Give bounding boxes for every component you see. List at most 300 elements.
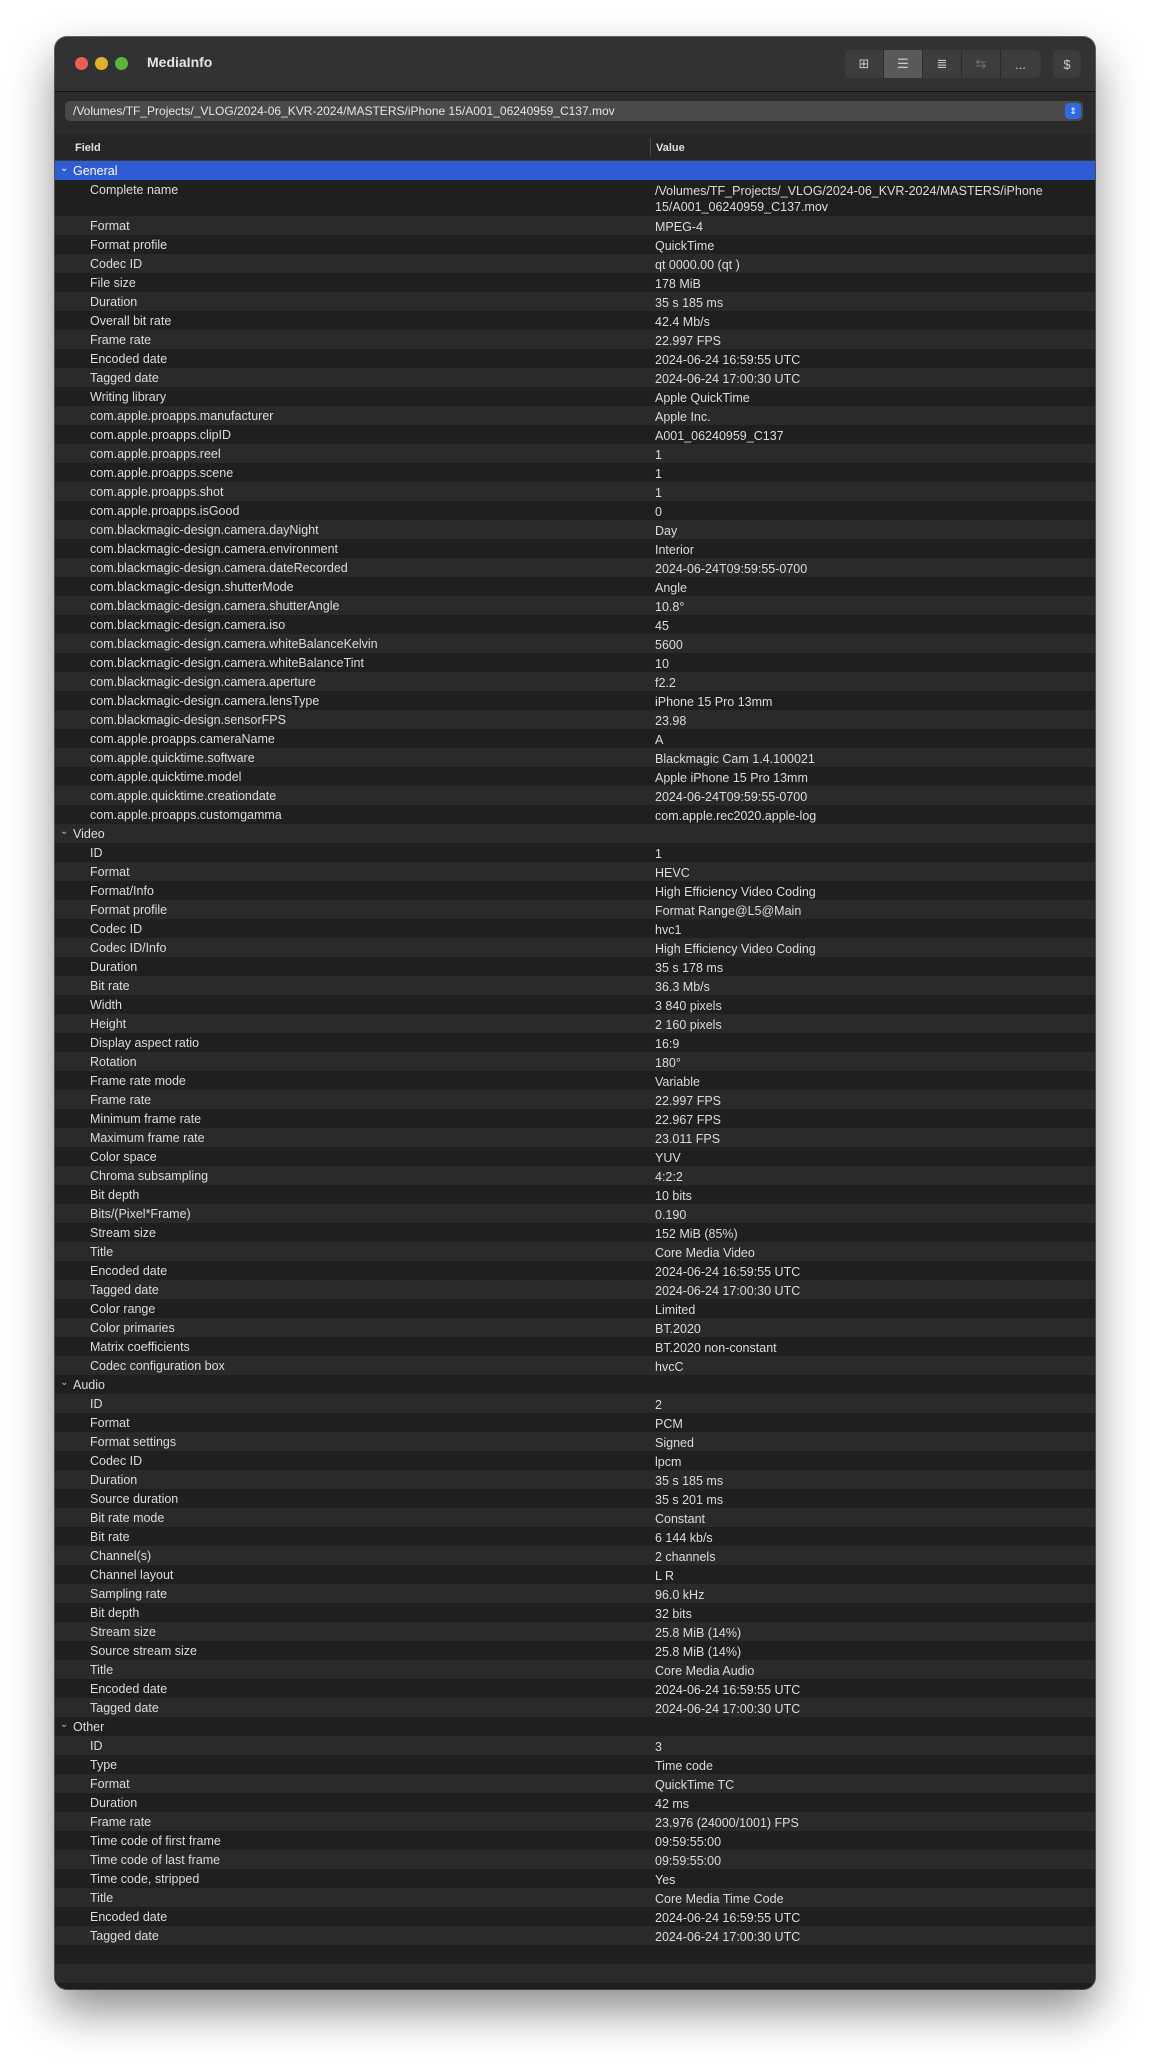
table-row[interactable] — [55, 653, 1095, 672]
list-view-button[interactable] — [923, 50, 962, 78]
table-row[interactable] — [55, 1204, 1095, 1223]
field-label: Rotation — [90, 1055, 137, 1069]
field-label: Duration — [90, 1473, 138, 1487]
field-value: 10.8° — [655, 600, 685, 614]
table-row[interactable] — [55, 976, 1095, 995]
field-value: 10 — [655, 657, 669, 671]
field-label: Frame rate mode — [90, 1074, 186, 1088]
field-label: com.apple.proapps.manufacturer — [90, 409, 274, 423]
field-value: 152 MiB (85%) — [655, 1227, 738, 1241]
field-label: ID — [90, 1397, 103, 1411]
file-path-value: /Volumes/TF_Projects/_VLOG/2024-06_KVR-2024/MASTERS/iPhone 15/A001_06240959_C137.mov — [73, 104, 615, 118]
table-row[interactable] — [55, 957, 1095, 976]
field-value: PCM — [655, 1417, 683, 1431]
field-label: Format — [90, 865, 130, 879]
field-value: 178 MiB — [655, 277, 701, 291]
field-label: Encoded date — [90, 1910, 168, 1924]
field-label: Format settings — [90, 1435, 177, 1449]
grid-view-icon: ⊞ — [858, 56, 870, 71]
field-label: com.apple.quicktime.software — [90, 751, 255, 765]
field-label: com.blackmagic-design.camera.whiteBalanceTint — [90, 656, 364, 670]
table-row[interactable] — [55, 387, 1095, 406]
field-value: 1 — [655, 467, 662, 481]
field-value: 23.011 FPS — [655, 1132, 721, 1146]
field-value: 22.997 FPS — [655, 1094, 722, 1108]
field-value: 36.3 Mb/s — [655, 980, 710, 994]
table-row[interactable] — [55, 1698, 1095, 1717]
table-row[interactable] — [55, 672, 1095, 691]
field-value: Constant — [655, 1512, 706, 1526]
window-title: MediaInfo — [147, 54, 213, 70]
field-value: 09:59:55:00 — [655, 1854, 722, 1868]
table-row[interactable] — [55, 292, 1095, 311]
field-label: com.apple.proapps.clipID — [90, 428, 232, 442]
field-value: 4:2:2 — [655, 1170, 683, 1184]
table-row[interactable] — [55, 216, 1095, 235]
field-value: lpcm — [655, 1455, 682, 1469]
table-row[interactable] — [55, 1147, 1095, 1166]
field-label: com.apple.proapps.isGood — [90, 504, 240, 518]
field-label: Sampling rate — [90, 1587, 168, 1601]
table-row[interactable] — [55, 634, 1095, 653]
table-row[interactable] — [55, 1470, 1095, 1489]
table-row[interactable] — [55, 691, 1095, 710]
field-label: Channel(s) — [90, 1549, 152, 1563]
field-value: 16:9 — [655, 1037, 680, 1051]
field-label: Duration — [90, 1796, 138, 1810]
field-label: Bits/(Pixel*Frame) — [90, 1207, 191, 1221]
table-row[interactable] — [55, 1755, 1095, 1774]
field-value: HEVC — [655, 866, 690, 880]
field-value: 2024-06-24 17:00:30 UTC — [655, 372, 801, 386]
title-bar — [55, 37, 1095, 92]
table-row[interactable] — [55, 748, 1095, 767]
table-row[interactable] — [55, 1736, 1095, 1755]
table-row[interactable] — [55, 1318, 1095, 1337]
field-label: com.apple.quicktime.creationdate — [90, 789, 277, 803]
field-value: 2024-06-24T09:59:55-0700 — [655, 790, 808, 804]
field-label: com.blackmagic-design.camera.shutterAngle — [90, 599, 340, 613]
dollar-icon: $ — [1063, 56, 1071, 72]
table-row[interactable] — [55, 1622, 1095, 1641]
tree-view-icon: ☰ — [897, 56, 909, 71]
field-value: 35 s 185 ms — [655, 296, 724, 310]
select-stepper-icon[interactable]: ⇕ — [1065, 103, 1081, 119]
field-label: com.apple.proapps.shot — [90, 485, 224, 499]
empty-row — [55, 1964, 1095, 1983]
subscription-button[interactable] — [1053, 50, 1081, 78]
view-mode-segmented-control — [845, 50, 1041, 78]
field-value: 3 840 pixels — [655, 999, 722, 1013]
field-value: 2 — [655, 1398, 662, 1412]
field-value: 23.976 (24000/1001) FPS — [655, 1816, 799, 1830]
field-value: 35 s 185 ms — [655, 1474, 724, 1488]
field-value: Interior — [655, 543, 694, 557]
field-value: Time code — [655, 1759, 713, 1773]
field-label: com.blackmagic-design.camera.aperture — [90, 675, 316, 689]
table-row[interactable] — [55, 425, 1095, 444]
table-row[interactable] — [55, 1185, 1095, 1204]
section-name: Audio — [73, 1378, 105, 1392]
field-label: com.blackmagic-design.shutterMode — [90, 580, 294, 594]
table-row[interactable] — [55, 273, 1095, 292]
field-value: QuickTime TC — [655, 1778, 735, 1792]
field-value: 10 bits — [655, 1189, 692, 1203]
field-label: Overall bit rate — [90, 314, 172, 328]
field-value: Blackmagic Cam 1.4.100021 — [655, 752, 815, 766]
field-value: 5600 — [655, 638, 683, 652]
field-value: 3 — [655, 1740, 662, 1754]
field-value: 0.190 — [655, 1208, 687, 1222]
table-row[interactable] — [55, 881, 1095, 900]
field-label: Height — [90, 1017, 127, 1031]
field-label: Bit rate mode — [90, 1511, 165, 1525]
field-label: Format profile — [90, 903, 168, 917]
field-label: Codec ID — [90, 257, 143, 271]
table-row[interactable] — [55, 1793, 1095, 1812]
compare-icon: ⇆ — [975, 56, 987, 71]
table-row[interactable] — [55, 368, 1095, 387]
table-row[interactable] — [55, 520, 1095, 539]
file-path-select[interactable] — [65, 101, 1083, 121]
table-row[interactable] — [55, 1394, 1095, 1413]
field-value: Core Media Time Code — [655, 1892, 784, 1906]
table-row[interactable] — [55, 1413, 1095, 1432]
field-value: 45 — [655, 619, 669, 633]
field-label: Codec ID — [90, 1454, 143, 1468]
table-row[interactable] — [55, 349, 1095, 368]
field-value: 25.8 MiB (14%) — [655, 1645, 742, 1659]
field-value: 1 — [655, 448, 662, 462]
field-label: com.blackmagic-design.camera.iso — [90, 618, 286, 632]
table-row[interactable] — [55, 1356, 1095, 1375]
field-label: Maximum frame rate — [90, 1131, 205, 1145]
info-tree-table — [55, 161, 1095, 1983]
section-row-other[interactable] — [55, 1717, 1095, 1736]
field-label: Frame rate — [90, 1093, 152, 1107]
minimize-window-button[interactable] — [95, 57, 108, 70]
field-value: 32 bits — [655, 1607, 692, 1621]
column-header-field[interactable]: Field — [75, 142, 101, 154]
field-label: Minimum frame rate — [90, 1112, 202, 1126]
table-row[interactable] — [55, 843, 1095, 862]
field-label: com.blackmagic-design.sensorFPS — [90, 713, 286, 727]
field-value: Apple iPhone 15 Pro 13mm — [655, 771, 808, 785]
field-label: Codec ID/Info — [90, 941, 167, 955]
field-value: 6 144 kb/s — [655, 1531, 713, 1545]
field-label: Duration — [90, 960, 138, 974]
field-value: MPEG-4 — [655, 220, 703, 234]
table-row[interactable] — [55, 463, 1095, 482]
field-label: com.blackmagic-design.camera.lensType — [90, 694, 320, 708]
field-value: 22.967 FPS — [655, 1113, 722, 1127]
field-value: 180° — [655, 1056, 681, 1070]
table-row[interactable] — [55, 1869, 1095, 1888]
field-value: 1 — [655, 847, 662, 861]
field-label: Color range — [90, 1302, 156, 1316]
table-row[interactable] — [55, 1489, 1095, 1508]
table-row[interactable] — [55, 1584, 1095, 1603]
field-value: Yes — [655, 1873, 676, 1887]
field-label: Time code of first frame — [90, 1834, 221, 1848]
field-value: Apple Inc. — [655, 410, 711, 424]
field-label: Bit depth — [90, 1188, 140, 1202]
zoom-window-button[interactable] — [115, 57, 128, 70]
table-row[interactable] — [55, 501, 1095, 520]
table-row[interactable] — [55, 1109, 1095, 1128]
field-label: Source stream size — [90, 1644, 197, 1658]
field-value: Core Media Audio — [655, 1664, 755, 1678]
field-label: Bit depth — [90, 1606, 140, 1620]
table-row[interactable] — [55, 1071, 1095, 1090]
table-row[interactable] — [55, 919, 1095, 938]
field-value: 2 160 pixels — [655, 1018, 722, 1032]
field-value: 35 s 201 ms — [655, 1493, 724, 1507]
table-row[interactable] — [55, 1014, 1095, 1033]
field-label: Format profile — [90, 238, 168, 252]
field-value: 22.997 FPS — [655, 334, 722, 348]
section-name: Video — [73, 827, 105, 841]
table-row[interactable] — [55, 596, 1095, 615]
field-value: BT.2020 non-constant — [655, 1341, 777, 1355]
table-row[interactable] — [55, 1774, 1095, 1793]
field-value: f2.2 — [655, 676, 676, 690]
section-name: General — [73, 164, 118, 178]
field-label: Codec configuration box — [90, 1359, 225, 1373]
table-row[interactable] — [55, 862, 1095, 881]
field-value: 35 s 178 ms — [655, 961, 724, 975]
table-row[interactable] — [55, 577, 1095, 596]
table-row[interactable] — [55, 1831, 1095, 1850]
section-row-general[interactable] — [55, 161, 1095, 180]
field-value: hvcC — [655, 1360, 684, 1374]
field-label: Width — [90, 998, 122, 1012]
field-label: com.blackmagic-design.camera.whiteBalanceKelvin — [90, 637, 378, 651]
field-label: Stream size — [90, 1625, 156, 1639]
table-row[interactable] — [55, 1261, 1095, 1280]
disclosure-chevron-icon[interactable]: ⌄ — [60, 163, 69, 174]
table-row[interactable] — [55, 995, 1095, 1014]
field-label: Tagged date — [90, 1701, 159, 1715]
field-label: Complete name — [90, 183, 179, 197]
field-value: 2 channels — [655, 1550, 716, 1564]
column-divider[interactable] — [650, 138, 651, 156]
field-value: /Volumes/TF_Projects/_VLOG/2024-06_KVR-2024/MASTERS/iPhone 15/A001_06240959_C137.mov — [655, 184, 1043, 214]
field-label: Format — [90, 1777, 130, 1791]
table-row[interactable] — [55, 1166, 1095, 1185]
section-row-video[interactable] — [55, 824, 1095, 843]
field-label: Stream size — [90, 1226, 156, 1240]
table-row[interactable] — [55, 1299, 1095, 1318]
field-label: Frame rate — [90, 333, 152, 347]
field-label: ID — [90, 1739, 103, 1753]
field-value: 2024-06-24 17:00:30 UTC — [655, 1702, 801, 1716]
field-value: Format Range@L5@Main — [655, 904, 802, 918]
table-row[interactable] — [55, 254, 1095, 273]
table-row[interactable] — [55, 1508, 1095, 1527]
field-value: Apple QuickTime — [655, 391, 750, 405]
table-row[interactable] — [55, 330, 1095, 349]
field-value: BT.2020 — [655, 1322, 701, 1336]
field-label: Format/Info — [90, 884, 154, 898]
table-row[interactable] — [55, 1223, 1095, 1242]
table-row[interactable] — [55, 1128, 1095, 1147]
field-value: 42 ms — [655, 1797, 690, 1811]
table-row[interactable] — [55, 539, 1095, 558]
table-row[interactable] — [55, 1888, 1095, 1907]
field-value: 2024-06-24 17:00:30 UTC — [655, 1930, 801, 1944]
field-label: Duration — [90, 295, 138, 309]
table-header — [55, 134, 1095, 161]
field-label: Encoded date — [90, 1682, 168, 1696]
table-row[interactable] — [55, 180, 1095, 216]
field-value: Signed — [655, 1436, 694, 1450]
field-value: Angle — [655, 581, 687, 595]
table-row[interactable] — [55, 1280, 1095, 1299]
field-label: Type — [90, 1758, 118, 1772]
field-label: com.blackmagic-design.camera.dayNight — [90, 523, 319, 537]
field-label: com.apple.proapps.reel — [90, 447, 221, 461]
empty-row — [55, 1945, 1095, 1964]
field-value: Variable — [655, 1075, 700, 1089]
field-label: Channel layout — [90, 1568, 174, 1582]
field-value: 1 — [655, 486, 662, 500]
field-label: Title — [90, 1663, 114, 1677]
table-row[interactable] — [55, 786, 1095, 805]
table-row[interactable] — [55, 1641, 1095, 1660]
table-row[interactable] — [55, 406, 1095, 425]
disclosure-chevron-icon[interactable]: ⌄ — [60, 1719, 69, 1730]
table-row[interactable] — [55, 1242, 1095, 1261]
table-row[interactable] — [55, 1090, 1095, 1109]
field-label: Matrix coefficients — [90, 1340, 190, 1354]
more-button[interactable] — [1001, 50, 1040, 78]
field-value: 2024-06-24 16:59:55 UTC — [655, 353, 801, 367]
section-row-audio[interactable] — [55, 1375, 1095, 1394]
table-row[interactable] — [55, 710, 1095, 729]
field-label: Bit rate — [90, 979, 130, 993]
field-value: 2024-06-24 16:59:55 UTC — [655, 1265, 801, 1279]
field-value: 0 — [655, 505, 662, 519]
field-label: Encoded date — [90, 352, 168, 366]
field-label: Tagged date — [90, 371, 159, 385]
field-value: 42.4 Mb/s — [655, 315, 710, 329]
field-value: A — [655, 733, 664, 747]
close-window-button[interactable] — [75, 57, 88, 70]
table-row[interactable] — [55, 482, 1095, 501]
table-row[interactable] — [55, 615, 1095, 634]
list-view-icon: ≣ — [936, 56, 948, 71]
table-row[interactable] — [55, 767, 1095, 786]
table-row[interactable] — [55, 1907, 1095, 1926]
table-row[interactable] — [55, 1660, 1095, 1679]
mediainfo-window — [55, 37, 1095, 1989]
table-row[interactable] — [55, 1926, 1095, 1945]
table-row[interactable] — [55, 235, 1095, 254]
tree-view-button[interactable] — [884, 50, 923, 78]
disclosure-chevron-icon[interactable]: ⌄ — [60, 826, 69, 837]
field-value: High Efficiency Video Coding — [655, 942, 816, 956]
more-icon: ... — [1015, 56, 1026, 72]
field-label: Writing library — [90, 390, 167, 404]
table-row[interactable] — [55, 805, 1095, 824]
field-label: Color primaries — [90, 1321, 175, 1335]
field-label: Time code, stripped — [90, 1872, 200, 1886]
table-row[interactable] — [55, 1679, 1095, 1698]
field-value: 25.8 MiB (14%) — [655, 1626, 742, 1640]
field-value: hvc1 — [655, 923, 682, 937]
field-value: Core Media Video — [655, 1246, 755, 1260]
field-value: 2024-06-24 16:59:55 UTC — [655, 1911, 801, 1925]
field-label: com.apple.proapps.customgamma — [90, 808, 282, 822]
table-row[interactable] — [55, 1850, 1095, 1869]
field-label: Chroma subsampling — [90, 1169, 209, 1183]
field-label: com.apple.proapps.scene — [90, 466, 234, 480]
table-row[interactable] — [55, 1565, 1095, 1584]
field-value: 2024-06-24T09:59:55-0700 — [655, 562, 808, 576]
field-label: Format — [90, 1416, 130, 1430]
section-name: Other — [73, 1720, 105, 1734]
table-row[interactable] — [55, 444, 1095, 463]
field-value: YUV — [655, 1151, 681, 1165]
field-value: 96.0 kHz — [655, 1588, 705, 1602]
field-label: Codec ID — [90, 922, 143, 936]
field-label: Time code of last frame — [90, 1853, 221, 1867]
compare-button[interactable] — [962, 50, 1001, 78]
field-label: Title — [90, 1245, 114, 1259]
table-row[interactable] — [55, 1527, 1095, 1546]
table-row[interactable] — [55, 558, 1095, 577]
field-value: A001_06240959_C137 — [655, 429, 784, 443]
field-label: com.blackmagic-design.camera.environment — [90, 542, 339, 556]
field-label: com.blackmagic-design.camera.dateRecorded — [90, 561, 348, 575]
table-row[interactable] — [55, 1451, 1095, 1470]
field-label: Encoded date — [90, 1264, 168, 1278]
field-label: Bit rate — [90, 1530, 130, 1544]
field-label: Color space — [90, 1150, 157, 1164]
table-row[interactable] — [55, 938, 1095, 957]
field-label: Tagged date — [90, 1929, 159, 1943]
table-row[interactable] — [55, 1546, 1095, 1565]
field-label: Frame rate — [90, 1815, 152, 1829]
field-label: ID — [90, 846, 103, 860]
field-value: L R — [655, 1569, 674, 1583]
grid-view-button[interactable] — [845, 50, 884, 78]
column-header-value[interactable]: Value — [656, 142, 685, 154]
field-label: Title — [90, 1891, 114, 1905]
field-label: Source duration — [90, 1492, 179, 1506]
table-row[interactable] — [55, 1337, 1095, 1356]
table-row[interactable] — [55, 1432, 1095, 1451]
field-value: Limited — [655, 1303, 696, 1317]
table-row[interactable] — [55, 1033, 1095, 1052]
table-row[interactable] — [55, 311, 1095, 330]
field-value: QuickTime — [655, 239, 715, 253]
field-label: Display aspect ratio — [90, 1036, 200, 1050]
disclosure-chevron-icon[interactable]: ⌄ — [60, 1377, 69, 1388]
table-row[interactable] — [55, 1603, 1095, 1622]
field-label: Tagged date — [90, 1283, 159, 1297]
field-label: com.apple.quicktime.model — [90, 770, 242, 784]
field-value: com.apple.rec2020.apple-log — [655, 809, 817, 823]
table-row[interactable] — [55, 900, 1095, 919]
table-row[interactable] — [55, 1052, 1095, 1071]
field-label: File size — [90, 276, 136, 290]
table-row[interactable] — [55, 729, 1095, 748]
field-label: Format — [90, 219, 130, 233]
field-value: 2024-06-24 16:59:55 UTC — [655, 1683, 801, 1697]
table-row[interactable] — [55, 1812, 1095, 1831]
